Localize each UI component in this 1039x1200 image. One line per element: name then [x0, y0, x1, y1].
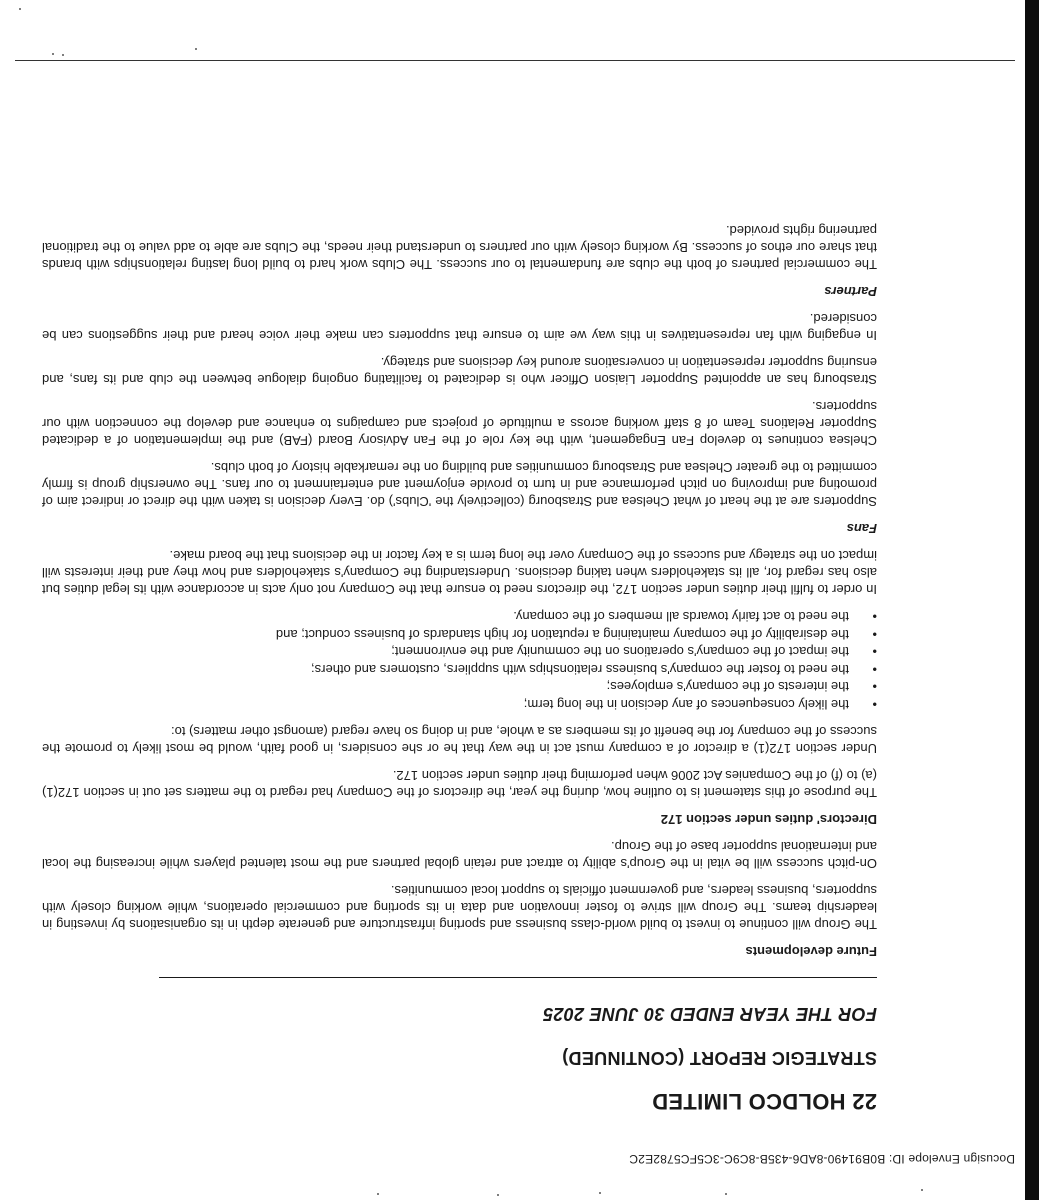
fans-paragraph-1: Supporters are at the heart of what Chelsea and Strasbourg (collectively the 'Clubs') do. Every decision is taken with the direct or indirect aim of promoting and improving on pitch performance and in turn to provide enjoyment and entertainment to our fans. The ownership group is firmly committed to the greater Chelsea and Strasbourg communities and building on the remarkable history of both clubs. — [42, 460, 877, 509]
scan-speck — [52, 53, 54, 55]
scan-speck — [195, 48, 197, 50]
fans-heading: Fans — [846, 521, 877, 536]
scan-speck — [921, 1189, 923, 1191]
list-item-text: the interests of the company's employees; — [606, 679, 849, 695]
report-title: STRATEGIC REPORT (CONTINUED) — [561, 1048, 877, 1068]
fans-paragraph-2: Chelsea continues to develop Fan Engagement, with the key role of the Fan Advisory Board (FAB) and the implementation of a dedicated Supporter Relations Team of 8 staff working across a multitude of projects and campaigns to enhance and develop the connection with our supporters. — [42, 399, 877, 448]
company-name: 22 HOLDCO LIMITED — [651, 1089, 877, 1114]
list-item-text: the likely consequences of any decision in the long term; — [523, 697, 849, 712]
list-item — [42, 678, 877, 696]
bullet-icon: • — [872, 644, 877, 660]
bullet-icon: • — [872, 679, 877, 695]
partners-paragraph-1: The commercial partners of both the clubs are fundamental to our success. The Clubs work hard to build long lasting relationships with brands that share our ethos of success. By working closely with our partners to understand their needs, the Clubs are able to add value to the traditional partnering rights provided. — [42, 223, 877, 272]
directors-paragraph-1: The purpose of this statement is to outline how, during the year, the directors of the Company had regard to the matters set out in section 172(1) (a) to (f) of the Companies Act 2006 when performing their duties under section 172. — [42, 768, 877, 800]
report-period: FOR THE YEAR ENDED 30 JUNE 2025 — [542, 1004, 877, 1024]
report-body — [42, 212, 877, 960]
list-item — [42, 643, 877, 661]
bullet-icon: • — [872, 697, 877, 712]
bullet-icon: • — [872, 609, 877, 625]
list-item-text: the desirability of the company maintaining a reputation for high standards of business conduct; and — [275, 627, 849, 642]
list-item — [42, 661, 877, 679]
scan-speck — [725, 1193, 727, 1195]
list-item — [42, 608, 877, 626]
list-item — [42, 696, 877, 714]
future-heading: Future developments — [745, 944, 877, 959]
scan-speck — [19, 8, 21, 10]
list-item-text: the need to act fairly towards all members of the company. — [513, 609, 849, 625]
scan-speck — [62, 54, 64, 56]
scan-speck — [497, 1194, 499, 1196]
scan-speck — [599, 1192, 601, 1194]
fans-paragraph-3: Strasbourg has an appointed Supporter Liaison Officer who is dedicated to facilitating ongoing dialogue between the club and its fans, and ensuring supporter representation in conversations around key decisions and strategy. — [42, 355, 877, 387]
directors-paragraph-3: In order to fulfil their duties under section 172, the directors need to ensure that the Company not only acts in accordance with its legal duties but also has regard for, all its stakeholders when taking decisions. Understanding the Company's stakeholders and how they and their interests will impact on the strategy and success of the Company over the long term is a key factor in the decisions that the board make. — [42, 548, 877, 597]
section-172-list — [42, 608, 877, 713]
directors-paragraph-2: Under section 172(1) a director of a company must act in the way that he or she considers, in good faith, would be most likely to promote the success of the company for the benefit of its members as a whole, and in doing so have regard (amongst other matters) to: — [42, 724, 877, 756]
future-paragraph-2: On-pitch success will be vital in the Group's ability to attract and retain global partners and the most talented players while increasing the local and international supporter base of the Group. — [42, 839, 877, 871]
directors-heading: Directors' duties under section 172 — [660, 812, 877, 827]
footer-rule — [15, 60, 1015, 61]
list-item — [42, 626, 877, 644]
docusign-envelope-id: Docusign Envelope ID: B0B91490-8AD6-435B-8C9C-3C5FC5782E2C — [629, 1152, 1015, 1166]
list-item-text: the need to foster the company's business relationships with suppliers, customers and others; — [311, 662, 849, 677]
header-rule — [159, 977, 877, 978]
list-item-text: the impact of the company's operations on the community and the environment; — [391, 644, 849, 660]
partners-heading: Partners — [824, 284, 877, 299]
future-paragraph-1: The Group will continue to invest to build world-class business and sporting infrastructure and generate depth in its organisations by investing in leadership teams. The Group will strive to foster innovation and data in its sporting and commercial operations, while working closely with supporters, business leaders, and government officials to support local communities. — [42, 883, 877, 932]
bullet-icon: • — [872, 662, 877, 677]
scan-speck — [377, 1193, 379, 1195]
bullet-icon: • — [872, 627, 877, 642]
fans-paragraph-4: In engaging with fan representatives in this way we aim to ensure that supporters can make their voice heard and their suggestions can be considered. — [42, 311, 877, 343]
